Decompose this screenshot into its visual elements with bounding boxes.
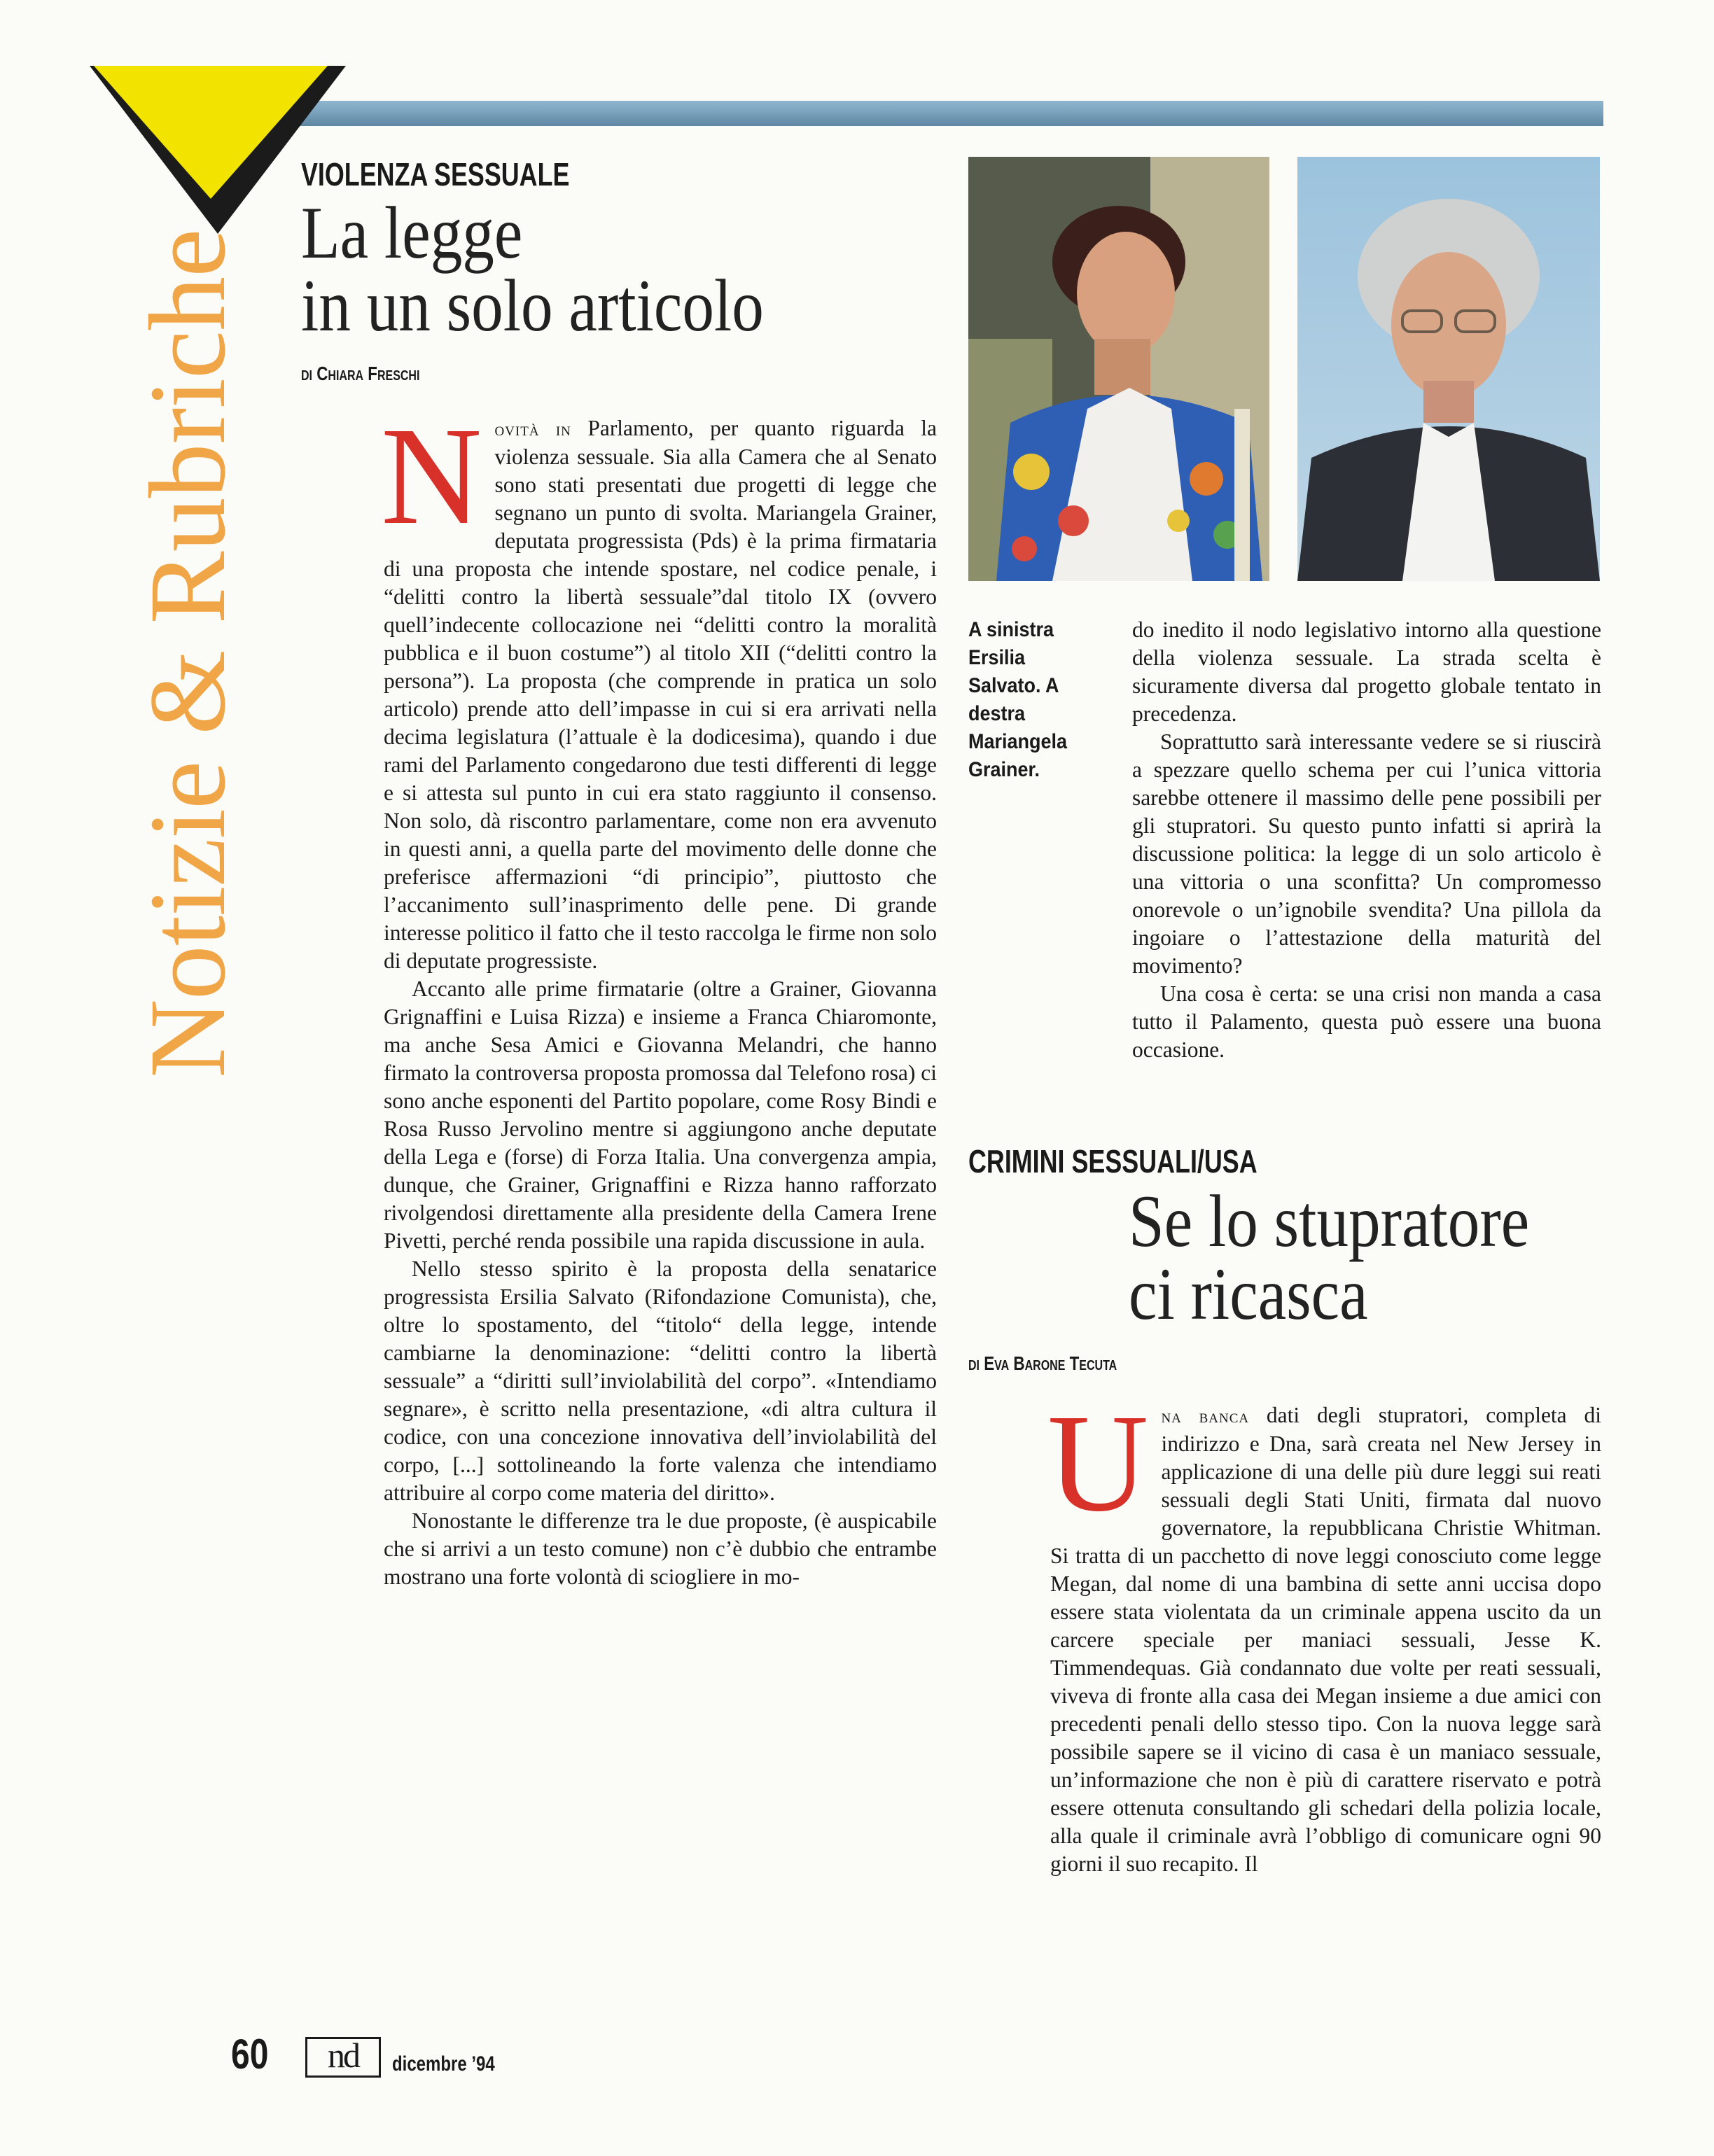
article1-headline-line2: in un solo articolo xyxy=(301,265,764,346)
article1-headline-line1: La legge xyxy=(301,192,523,274)
section-title: Notizie & Rubriche xyxy=(127,229,248,1078)
article2-para1-text: dati degli stupratori, completa di indirizzo e Dna, sarà creata nel New Jersey in applicazione di una delle più dure leggi sui reati sessuali degli Stati Uniti, firmata dal nuovo governatore, la repubblicana Christie Whitman. Si tratta di un pacchetto di nove leggi conosciuto come legge Megan, dal nome di una bambina di sette anni uccisa dopo essere stata violentata da un criminale appena uscito da un carcere speciale per maniaci sessuali, Jesse K. Timmendequas. Già condannato due volte per reati sessuali, viveva di fronte alla casa dei Megan insieme a due amici con precedenti penali dello stesso tipo. Con la nuova legge sarà possibile sapere se il vicino di casa è un maniaco sessuale, un’informazione che non è più di carattere riservato e potrà essere ottenuta consultando gli schedari della polizia locale, alla quale il criminale avrà l’obbligo di comunicare ogni 90 giorni il suo recapito. Il xyxy=(1050,1403,1601,1876)
article1-para1 xyxy=(381,399,937,975)
article2-headline-line2: ci ricasca xyxy=(1129,1253,1368,1335)
photo-mariangela-grainer xyxy=(1297,157,1600,581)
article2-column xyxy=(1047,1386,1601,1878)
article1-column-1 xyxy=(381,399,937,1591)
article2-kicker: CRIMINI SESSUALI/USA xyxy=(968,1143,1257,1180)
article1-cont-para3: Una cosa è certa: se una crisi non manda a casa tutto il Palamento, questa può essere una buona occasione. xyxy=(1132,981,1601,1062)
photo-ersilia-salvato xyxy=(968,157,1269,581)
issue-date: dicembre ’94 xyxy=(392,2052,495,2076)
section-title-wrap xyxy=(127,229,259,1078)
photo-caption: A sinistra Ersilia Salvato. A destra Mariangela Grainer. xyxy=(968,618,1068,781)
article1-para3: Nello stesso spirito è la proposta della senatarice progressista Ersilia Salvato (Rifondazione Comunista), che, oltre lo spostamento, del “titolo“ della legge, intende cambiarne la denominazione: “delitti contro la libertà sessuale” a “diritti sull’inviolabilità del corpo”. «Intendiamo segnare», è scritto nella presentazione, «di altra cultura il codice, con una concezione innovativa dell’inviolabilità del corpo, [...] sottolineando la forte valenza che intendiamo attribuire al corpo come materia del diritto». xyxy=(384,1256,937,1505)
article1-para2: Accanto alle prime firmatarie (oltre a Grainer, Giovanna Grignaffini e Luisa Rizza) e insieme a Franca Chiaromonte, ma anche Sesa Amici e Giovanna Melandri, che hanno firmato la controversa proposta promossa dal Telefono rosa) ci sono anche esponenti del Partito popolare, come Rosy Bindi e Rosa Russo Jervolino mentre si aggiungono anche deputate della Lega e (forse) di Forza Italia. Una convergenza ampia, dunque, che Grainer, Grignaffini e Rizza hanno rafforzato rivolgendosi direttamente alla presidente della Camera Irene Pivetti, perché renda possibile una rapida discussione in aula. xyxy=(384,976,937,1253)
article2-para1 xyxy=(1047,1386,1601,1878)
article2-headline-line1: Se lo stupratore xyxy=(1129,1180,1530,1262)
article1-kicker: VIOLENZA SESSUALE xyxy=(301,156,570,192)
article2-lead: na banca xyxy=(1161,1406,1250,1427)
article1-column-2 xyxy=(1132,616,1601,1064)
portrait-left-illustration xyxy=(968,157,1269,581)
header-color-bar xyxy=(266,101,1603,126)
article1-byline: di Chiara Freschi xyxy=(301,363,420,384)
portrait-right-illustration xyxy=(1297,157,1600,581)
page-number: 60 xyxy=(231,2031,269,2078)
article1-cont-para2: Soprattutto sarà interessante vedere se si riuscirà a spezzare quello schema per cui l’unica vittoria sarebbe ottenere il massimo delle pene possibili per gli stupratori. Su questo punto infatti si aprirà la discussione politica: la legge di un solo articolo è una vittoria o una sconfitta? Un compromesso onorevole o un’ignobile svendita? Una pillola da ingoiare o l’attestazione della maturità del movimento? xyxy=(1132,729,1601,978)
article1-para1-text: Parlamento, per quanto riguarda la violenza sessuale. Sia alla Camera che al Senato sono stati presentati due progetti di legge che segnano un punto di svolta. Mariangela Grainer, deputata progressista (Pds) è la prima firmataria di una proposta che intende spostare, nel codice penale, i “delitti contro la libertà sessuale”dal titolo IX (ovvero quell’indecente collocazione nei “delitti contro la moralità pubblica e il buon costume”) al titolo XII (“delitti contro la persona”). La proposta (che comprende in pratica un solo articolo) prende atto dell’impasse in cui si era arrivati nella decima legislatura (l’attuale è la dodicesima), quando i due rami del Parlamento congedarono due testi differenti di legge e si attesta sul punto in cui era stato raggiunto il consenso. Non solo, dà riscontro parlamentare, come non era avvenuto in questi anni, a quella parte del movimento delle donne che preferisce affermazioni “di principio”, piuttosto che l’accanimento sull’inasprimento delle pene. Di grande interesse politico il fatto che il testo raccolga le firme non solo di deputate progressiste. xyxy=(384,416,937,973)
article1-lead: ovità in xyxy=(494,419,571,440)
article1-para4: Nonostante le differenze tra le due proposte, (è auspicabile che si arrivi a un testo comune) non c’è dubbio che entrambe mostrano una forte volontà di sciogliere in mo- xyxy=(384,1508,937,1589)
article1-cont-para1: do inedito il nodo legislativo intorno alla questione della violenza sessuale. La strada scelta è sicuramente diversa dal progetto globale tentato in precedenza. xyxy=(1132,617,1601,726)
article2-dropcap: U xyxy=(1047,1386,1149,1541)
magazine-logo: nd xyxy=(305,2037,381,2078)
article1-dropcap: N xyxy=(381,399,482,554)
article2-byline: di Eva Barone Tecuta xyxy=(968,1352,1117,1374)
corner-triangle-yellow xyxy=(94,66,328,199)
